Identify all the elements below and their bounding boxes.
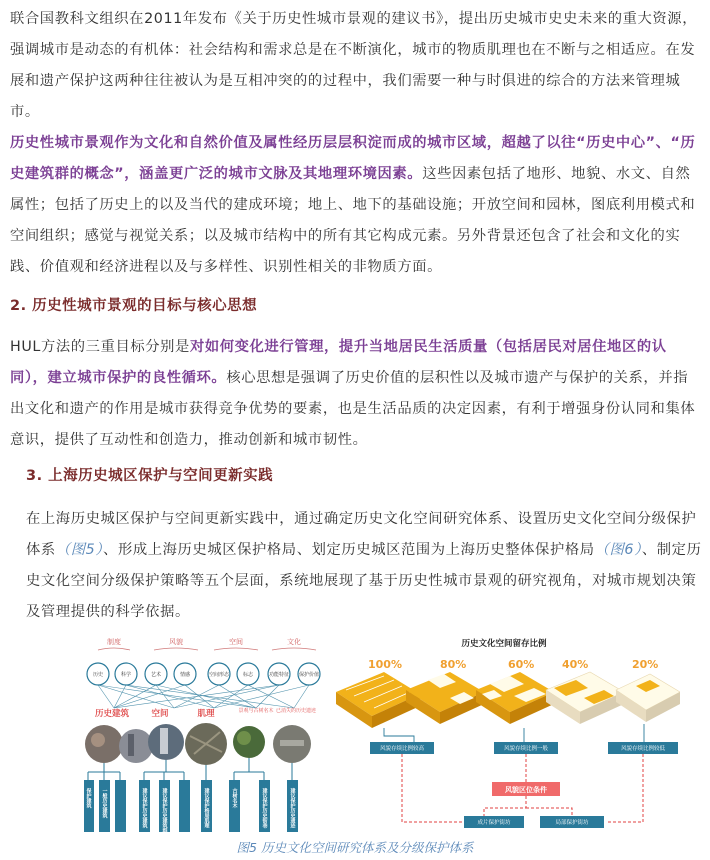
section-heading-2: 2. 历史性城市景观的目标与核心思想 <box>10 298 258 314</box>
top-label: 空间 <box>229 638 243 646</box>
percentage: 100% <box>368 658 402 671</box>
practice-part-b: 、形成上海历史城区保护格局、划定历史城区范围为上海历史整体保护格局 <box>103 542 595 558</box>
bottom-box-label: 局部保护街坊 <box>555 820 589 826</box>
category-label: 已消失的历史遗迹 <box>275 708 317 714</box>
block-80 <box>406 672 484 724</box>
paragraph-definition <box>10 128 700 283</box>
goals-lead: HUL方法的三重目标分别是 <box>10 339 190 355</box>
definition-rest: 这些因素包括了地形、地貌、水文、自然属性；包括了历史上的以及当代的建成环境；地上、地下的基础设施；开放空间和园林，图底利用模式和空间组织；感觉与视觉关系；以及城市结构中的所有其它构成元素。另外背景还包含了社会和文化的实践、价值观和经济进程以及与多样性、识别性相关的非物质方面。 <box>10 166 696 275</box>
circle-label: 情感 <box>179 672 191 678</box>
category-label: 历史建筑 <box>94 709 130 719</box>
percentage: 60% <box>508 658 535 671</box>
column-label: 建议保护历史建筑群 <box>161 788 168 833</box>
figure-5-diagram <box>84 632 680 837</box>
figure-ref-6[interactable]: （图6） <box>594 542 642 558</box>
circle-label: 功能特征 <box>268 672 290 678</box>
circle-label: 艺术 <box>150 672 162 678</box>
column-label: 建议保护历史遗迹 <box>289 788 296 828</box>
paragraph-intro: 联合国教科文组织在2011年发布《关于历史性城市景观的建议书》，提出历史城市史史未来的重大资源，强调城市是动态的有机体：社会结构和需求总是在不断演化，城市的物质肌理也在不断与之相适应。在发展和遗产保护这两种往往被认为是互相冲突的的过程中，我们需要一种与时俱进的综合的方法来管理城市。 <box>10 11 698 120</box>
section-heading-3: 3. 上海历史城区保护与空间更新实践 <box>26 468 274 484</box>
goals-rest: 核心思想是强调了历史价值的层积性以及城市遗产与保护的关系，并指出文化和遗产的作用是城市获得竞争优势的要素，也是生活品质的决定因素，有利于增强身份认同和集体意识，提供了互动性和创造力，推动创新和城市韧性。 <box>10 370 696 448</box>
column-label: 古树名木 <box>231 788 238 808</box>
highlight-goals: 对如何变化进行管理，提升当地居民生活质量（包括居民对居住地区的认同），建立城市保护的良性循环。 <box>10 339 667 386</box>
top-label: 文化 <box>287 638 301 646</box>
circle-label: 保护价值 <box>298 672 320 678</box>
bottom-box-label: 成片保护街坊 <box>477 820 511 826</box>
column-label: 建议保护格局肌理 <box>203 788 210 828</box>
percentage: 80% <box>440 658 467 671</box>
figure-ref-5[interactable]: （图5） <box>55 542 104 558</box>
block-60 <box>476 672 554 724</box>
category-label: 景观与古树名木 <box>238 708 274 714</box>
figure-caption: 图5 历史文化空间研究体系及分级保护体系 <box>236 840 474 855</box>
paragraph-goals <box>10 332 700 456</box>
top-label: 制度 <box>107 638 121 646</box>
column-label: 建议保护历史建筑 <box>141 788 148 828</box>
highlight-definition: 历史性城市景观作为文化和自然价值及属性经历层层积淀而成的城市区域，超越了以往“历史中心”、“历史建筑群的概念”，涵盖更广泛的城市文脉及其地理环境因素。 <box>10 135 696 182</box>
research-system-diagram <box>84 637 320 834</box>
column-label: 建议保护历史街巷 <box>261 788 268 828</box>
category-label: 空间 <box>151 709 169 719</box>
practice-part-c: 、制定历史文化空间分级保护策略等五个层面，系统地展现了基于历史性城市景观的研究视角，对城市规划决策及管理提供的科学依据。 <box>26 542 702 620</box>
block-20 <box>616 674 680 722</box>
circle-label: 标志 <box>242 672 254 678</box>
block-40 <box>546 672 624 724</box>
category-label: 肌理 <box>197 709 215 719</box>
top-label: 风貌 <box>169 638 183 646</box>
circle-label: 历史 <box>92 672 104 678</box>
column-label: 一般历史建筑 <box>101 788 108 818</box>
percentage: 20% <box>632 658 659 671</box>
percentage: 40% <box>562 658 589 671</box>
status-box-label: 风貌存续比例较低 <box>620 746 666 752</box>
circle-label: 科学 <box>120 672 132 678</box>
status-box-label: 风貌存续比例较高 <box>379 746 425 752</box>
column-label: 保护建筑 <box>85 788 92 808</box>
status-box-label: 风貌存续比例一般 <box>503 746 549 752</box>
grading-protection-diagram <box>336 638 680 828</box>
circle-label: 空间形态 <box>208 672 230 678</box>
practice-part-a: 在上海历史城区保护与空间更新实践中，通过确定历史文化空间研究体系、设置历史文化空间分级保护体系 <box>26 511 697 558</box>
right-title: 历史文化空间留存比例 <box>461 639 547 649</box>
paragraph-practice <box>26 504 704 628</box>
center-box-label: 风貌区位条件 <box>505 786 547 794</box>
